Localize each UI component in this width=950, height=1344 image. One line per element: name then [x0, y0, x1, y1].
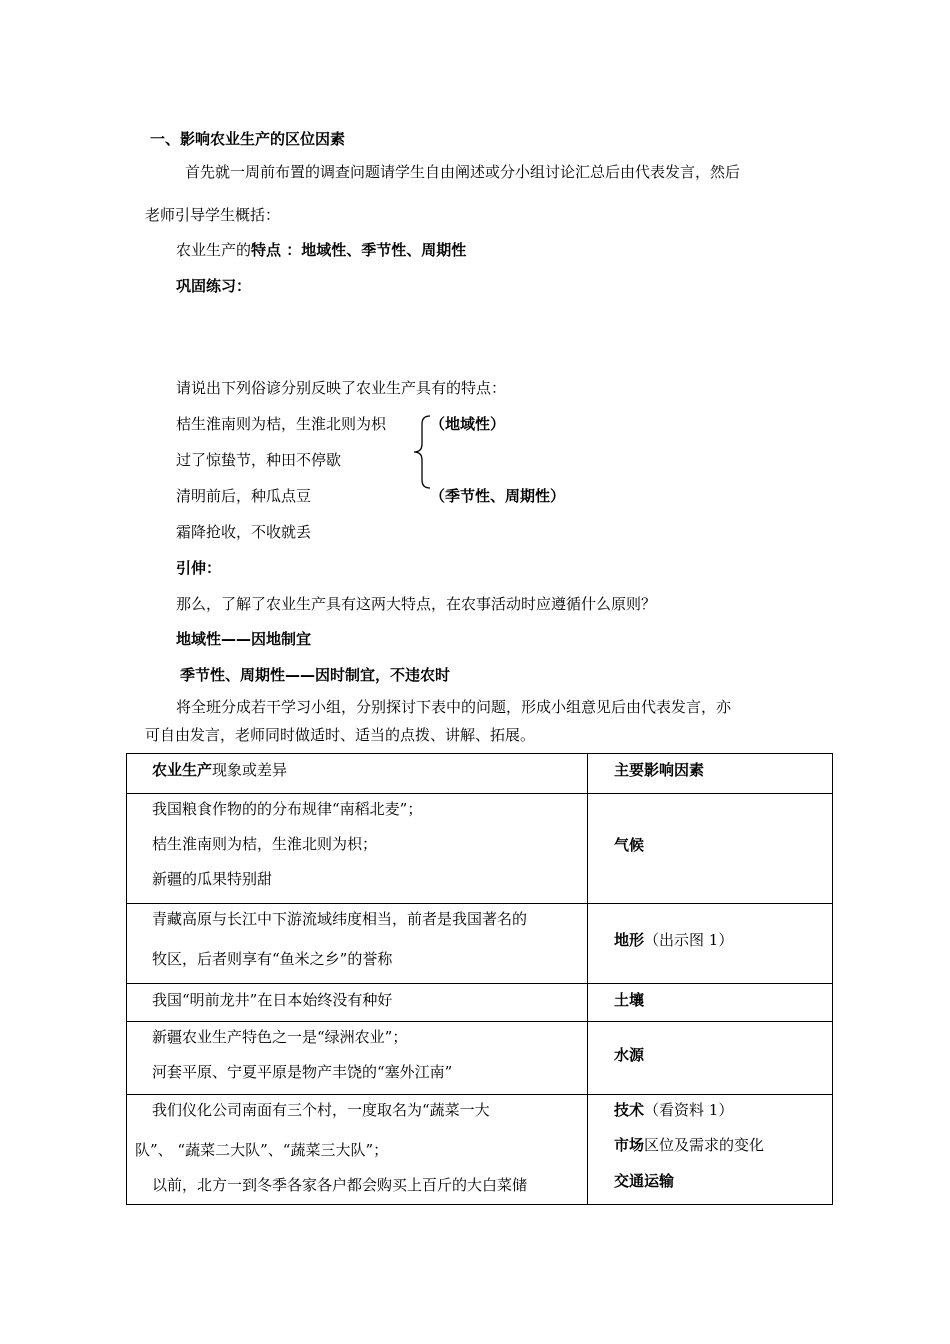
- row-4-line-1: 新疆农业生产特色之一是“绿洲农业”；: [152, 1028, 408, 1046]
- features-prefix: 农业生产的: [176, 241, 252, 259]
- factors-table: [126, 753, 833, 1205]
- row-2-line-2: 牧区，后者则享有“鱼米之乡”的誉称: [152, 950, 393, 968]
- row-1-left: [127, 794, 588, 904]
- intro-line-2: 老师引导学生概括：: [145, 206, 281, 224]
- row-1-right: [588, 794, 833, 904]
- table-row: [127, 1095, 833, 1205]
- answer-seasonal: （季节性、周期性）: [430, 487, 566, 505]
- extension-label: 引伸：: [176, 559, 222, 577]
- row-4-right: [588, 1022, 833, 1095]
- features-bold: 特点 ：地域性、季节性、周期性: [251, 241, 467, 259]
- header-left-cell: [127, 754, 588, 794]
- row-3-right: [588, 984, 833, 1022]
- section-title: 一、影响农业生产的区位因素: [150, 130, 346, 148]
- row-4-factor: 水源: [614, 1046, 645, 1064]
- row-5-factor-1-rest: （看资料 1）: [644, 1101, 734, 1119]
- header-right-cell: [588, 754, 833, 794]
- row-2-line-1: 青藏高原与长江中下游流域纬度相当，前者是我国著名的: [152, 910, 528, 928]
- row-1-line-1: 我国粮食作物的的分布规律“南稻北麦”；: [152, 800, 423, 818]
- row-4-line-2: 河套平原、宁夏平原是物产丰饶的“塞外江南”: [152, 1063, 453, 1081]
- row-3-line-1: 我国“明前龙井”在日本始终没有种好: [152, 991, 393, 1009]
- row-5-line-2: 队”、 “蔬菜二大队”、“蔬菜三大队”；: [135, 1141, 389, 1159]
- row-5-factor-2: [614, 1134, 764, 1155]
- row-5-right: [588, 1095, 833, 1205]
- row-2-factor: [614, 929, 733, 950]
- practice-label: 巩固练习：: [176, 277, 252, 295]
- row-1-line-3: 新疆的瓜果特别甜: [152, 870, 273, 888]
- row-3-left: [127, 984, 588, 1022]
- row-2-right: [588, 904, 833, 984]
- row-1-factor: 气候: [614, 836, 645, 854]
- proverb-1: 桔生淮南则为桔，生淮北则为枳: [176, 415, 387, 433]
- row-5-line-3: 以前，北方一到冬季各家各户都会购买上百斤的大白菜储: [152, 1176, 528, 1194]
- group-line-2: 可自由发言，老师同时做适时、适当的点拨、讲解、拓展。: [145, 726, 536, 744]
- group-line-1: 将全班分成若干学习小组，分别探讨下表中的问题，形成小组意见后由代表发言，亦: [176, 698, 732, 716]
- header-right: 主要影响因素: [614, 761, 705, 779]
- proverb-3: 清明前后，种瓜点豆: [176, 487, 312, 505]
- row-4-left: [127, 1022, 588, 1095]
- proverb-4: 霜降抢收，不收就丢: [176, 523, 312, 541]
- principle-1: 地域性——因地制宜: [176, 630, 312, 648]
- header-left-bold: 农业生产: [152, 761, 213, 779]
- row-1-line-2: 桔生淮南则为桔，生淮北则为枳；: [152, 835, 378, 853]
- header-left-rest: 现象或差异: [212, 761, 288, 779]
- row-5-factor-1-bold: 技术: [614, 1101, 645, 1119]
- table-row: [127, 984, 833, 1022]
- row-2-factor-rest: （出示图 1）: [644, 931, 734, 949]
- row-5-factor-2-rest: 区位及需求的变化: [644, 1136, 765, 1154]
- row-5-factor-1: [614, 1099, 733, 1120]
- proverb-prompt: 请说出下列俗谚分别反映了农业生产具有的特点：: [176, 379, 507, 397]
- features-line: [176, 240, 466, 260]
- extension-question: 那么，了解了农业生产具有这两大特点，在农事活动时应遵循什么原则？: [176, 595, 657, 613]
- table-header-row: [127, 754, 833, 794]
- row-5-factor-3: 交通运输: [614, 1172, 675, 1190]
- row-3-factor: 土壤: [614, 991, 645, 1009]
- principle-2: 季节性、周期性——因时制宜，不违农时: [180, 666, 451, 684]
- proverb-2: 过了惊蛰节，种田不停歇: [176, 451, 342, 469]
- table-row: [127, 794, 833, 904]
- row-2-factor-bold: 地形: [614, 931, 645, 949]
- header-left: [152, 759, 287, 780]
- row-2-left: [127, 904, 588, 984]
- row-5-line-1: 我们仪化公司南面有三个村，一度取名为“蔬菜一大: [152, 1101, 490, 1119]
- table-row: [127, 1022, 833, 1095]
- table-row: [127, 904, 833, 984]
- row-5-factor-2-bold: 市场: [614, 1136, 645, 1154]
- intro-line-1: 首先就一周前布置的调查问题请学生自由阐述或分小组讨论汇总后由代表发言，然后: [185, 163, 741, 181]
- answer-regional: （地域性）: [430, 415, 506, 433]
- row-5-left: [127, 1095, 588, 1205]
